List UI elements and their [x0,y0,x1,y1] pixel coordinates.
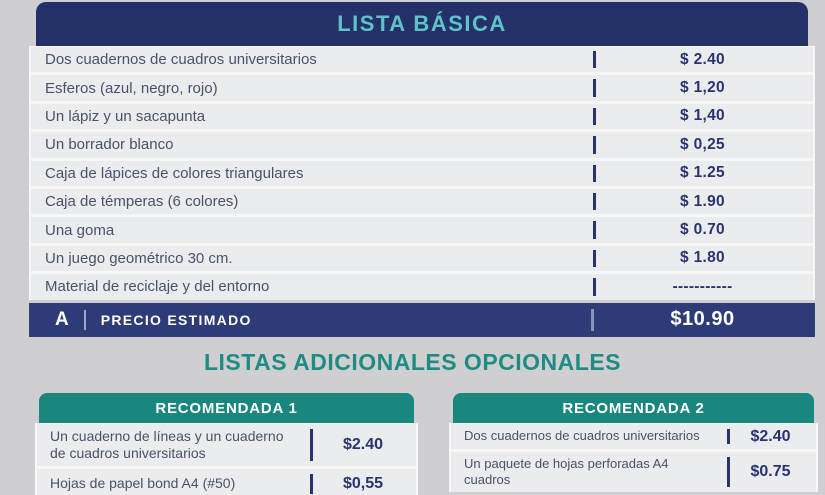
item-label: Dos cuadernos de cuadros universitarios [464,428,700,444]
item-label: Dos cuadernos de cuadros universitarios [45,51,317,69]
estimated-price-total: $10.90 [670,308,735,331]
table-row [31,161,813,186]
column-divider [593,250,596,267]
lista-basica-rows [29,46,815,300]
table-row [37,469,416,495]
recomendada-2-rows [449,423,818,492]
table-row [31,104,813,129]
item-label: Hojas de papel bond A4 (#50) [50,475,236,492]
item-label: Un juego geométrico 30 cm. [45,249,233,267]
item-label: Un lápiz y un sacapunta [45,107,206,125]
column-divider [727,457,730,487]
recomendada-1-title: RECOMENDADA 1 [155,399,298,417]
item-label: Un paquete de hojas perforadas A4 cuadros [464,455,669,487]
column-divider [593,136,596,153]
recomendada-1-header [39,393,414,423]
column-divider [593,221,596,238]
item-price: $ 1,20 [680,79,725,97]
item-label: Un cuaderno de líneas y un cuaderno de cuadros universitarios [50,427,284,461]
estimated-price-label: PRECIO ESTIMADO [100,311,252,328]
column-divider [310,474,313,494]
table-row [31,274,813,299]
column-divider [593,79,596,96]
item-label: Esferos (azul, negro, rojo) [45,79,218,97]
list-letter-badge: A [55,308,69,330]
item-price: $ 0.70 [680,221,725,239]
table-row [31,75,813,100]
column-divider [593,165,596,182]
item-label: Caja de témperas (6 colores) [45,193,239,211]
item-price: $ 1.25 [680,164,725,182]
table-row [451,424,816,449]
item-price: $ 1,40 [680,107,725,125]
table-row [31,47,813,72]
table-row [31,132,813,157]
item-price: $0.75 [750,463,791,480]
lista-basica-table [29,2,815,337]
estimated-price-bar [29,303,815,337]
lista-basica-title: LISTA BÁSICA [337,11,507,36]
column-divider [727,429,730,444]
recomendada-1-rows [35,423,418,495]
column-divider [593,108,596,125]
item-price: ----------- [672,277,733,295]
item-price: $ 2.40 [680,50,725,68]
column-divider [593,51,596,68]
item-label: Caja de lápices de colores triangulares [45,164,304,182]
table-row [31,217,813,242]
recomendada-1-table [35,393,418,495]
item-price: $2.40 [750,427,791,445]
table-row [451,452,816,492]
item-price: $ 1.90 [680,192,725,210]
column-divider [310,429,313,461]
footer-separator [84,310,86,330]
recomendada-2-table [449,393,818,495]
table-row [37,424,416,466]
recomendada-2-title: RECOMENDADA 2 [562,399,705,417]
column-divider [593,278,596,295]
item-label: Un borrador blanco [45,136,174,154]
item-label: Una goma [45,221,115,239]
table-row [31,189,813,214]
section-title: LISTAS ADICIONALES OPCIONALES [203,349,622,375]
item-label: Material de reciclaje y del entorno [45,278,270,296]
recomendada-2-header [453,393,814,423]
column-divider [593,193,596,210]
lista-basica-header [36,2,808,46]
item-price: $ 1.80 [680,249,725,267]
item-price: $ 0,25 [680,135,725,153]
table-row [31,246,813,271]
item-price: $2.40 [342,436,384,453]
item-price: $0,55 [342,475,384,492]
